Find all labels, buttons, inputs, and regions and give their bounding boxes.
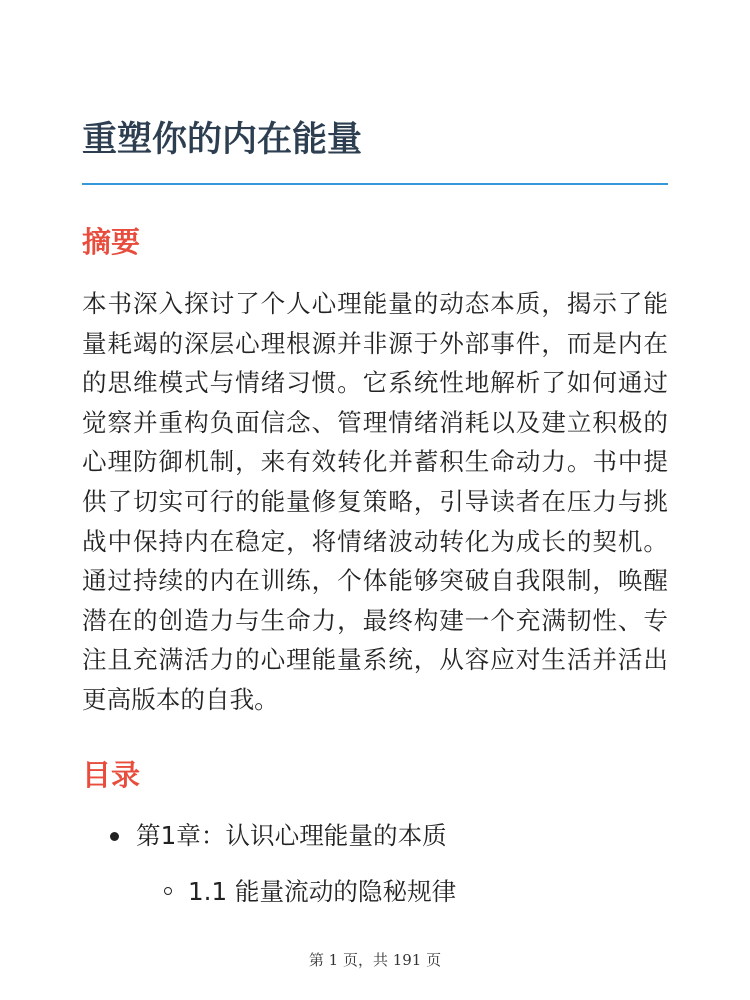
bullet-circle-icon xyxy=(164,887,172,895)
page-number-footer: 第 1 页，共 191 页 xyxy=(308,951,442,969)
document-title: 重塑你的内在能量 xyxy=(82,120,363,160)
toc-item-label: 1.1 能量流动的隐秘规律 xyxy=(188,877,457,906)
abstract-paragraph: 本书深入探讨了个人心理能量的动态本质，揭示了能量耗竭的深层心理根源并非源于外部事件，而是内在的思维模式与情绪习惯。它系统性地解析了如何通过觉察并重构负面信念、管理情绪消耗以及建立积极的心理防御机制，来有效转化并蓄积生命动力。书中提供了切实可行的能量修复策略，引导读者在压力与挑战中保持内在稳定，将情绪波动转化为成长的契机。通过持续的内在训练，个体能够突破自我限制，唤醒潜在的创造力与生命力，最终构建一个充满韧性、专注且充满活力的心理能量系统，从容应对生活并活出更高版本的自我。 xyxy=(82,289,668,714)
abstract-heading: 摘要 xyxy=(82,225,141,259)
title-divider xyxy=(82,183,668,185)
toc-item-section-1-1[interactable] xyxy=(164,874,456,910)
toc-heading: 目录 xyxy=(82,758,141,792)
toc-item-chapter-1[interactable] xyxy=(110,818,447,854)
bullet-disc-icon xyxy=(110,832,119,841)
toc-item-label: 第1章：认识心理能量的本质 xyxy=(136,821,447,850)
